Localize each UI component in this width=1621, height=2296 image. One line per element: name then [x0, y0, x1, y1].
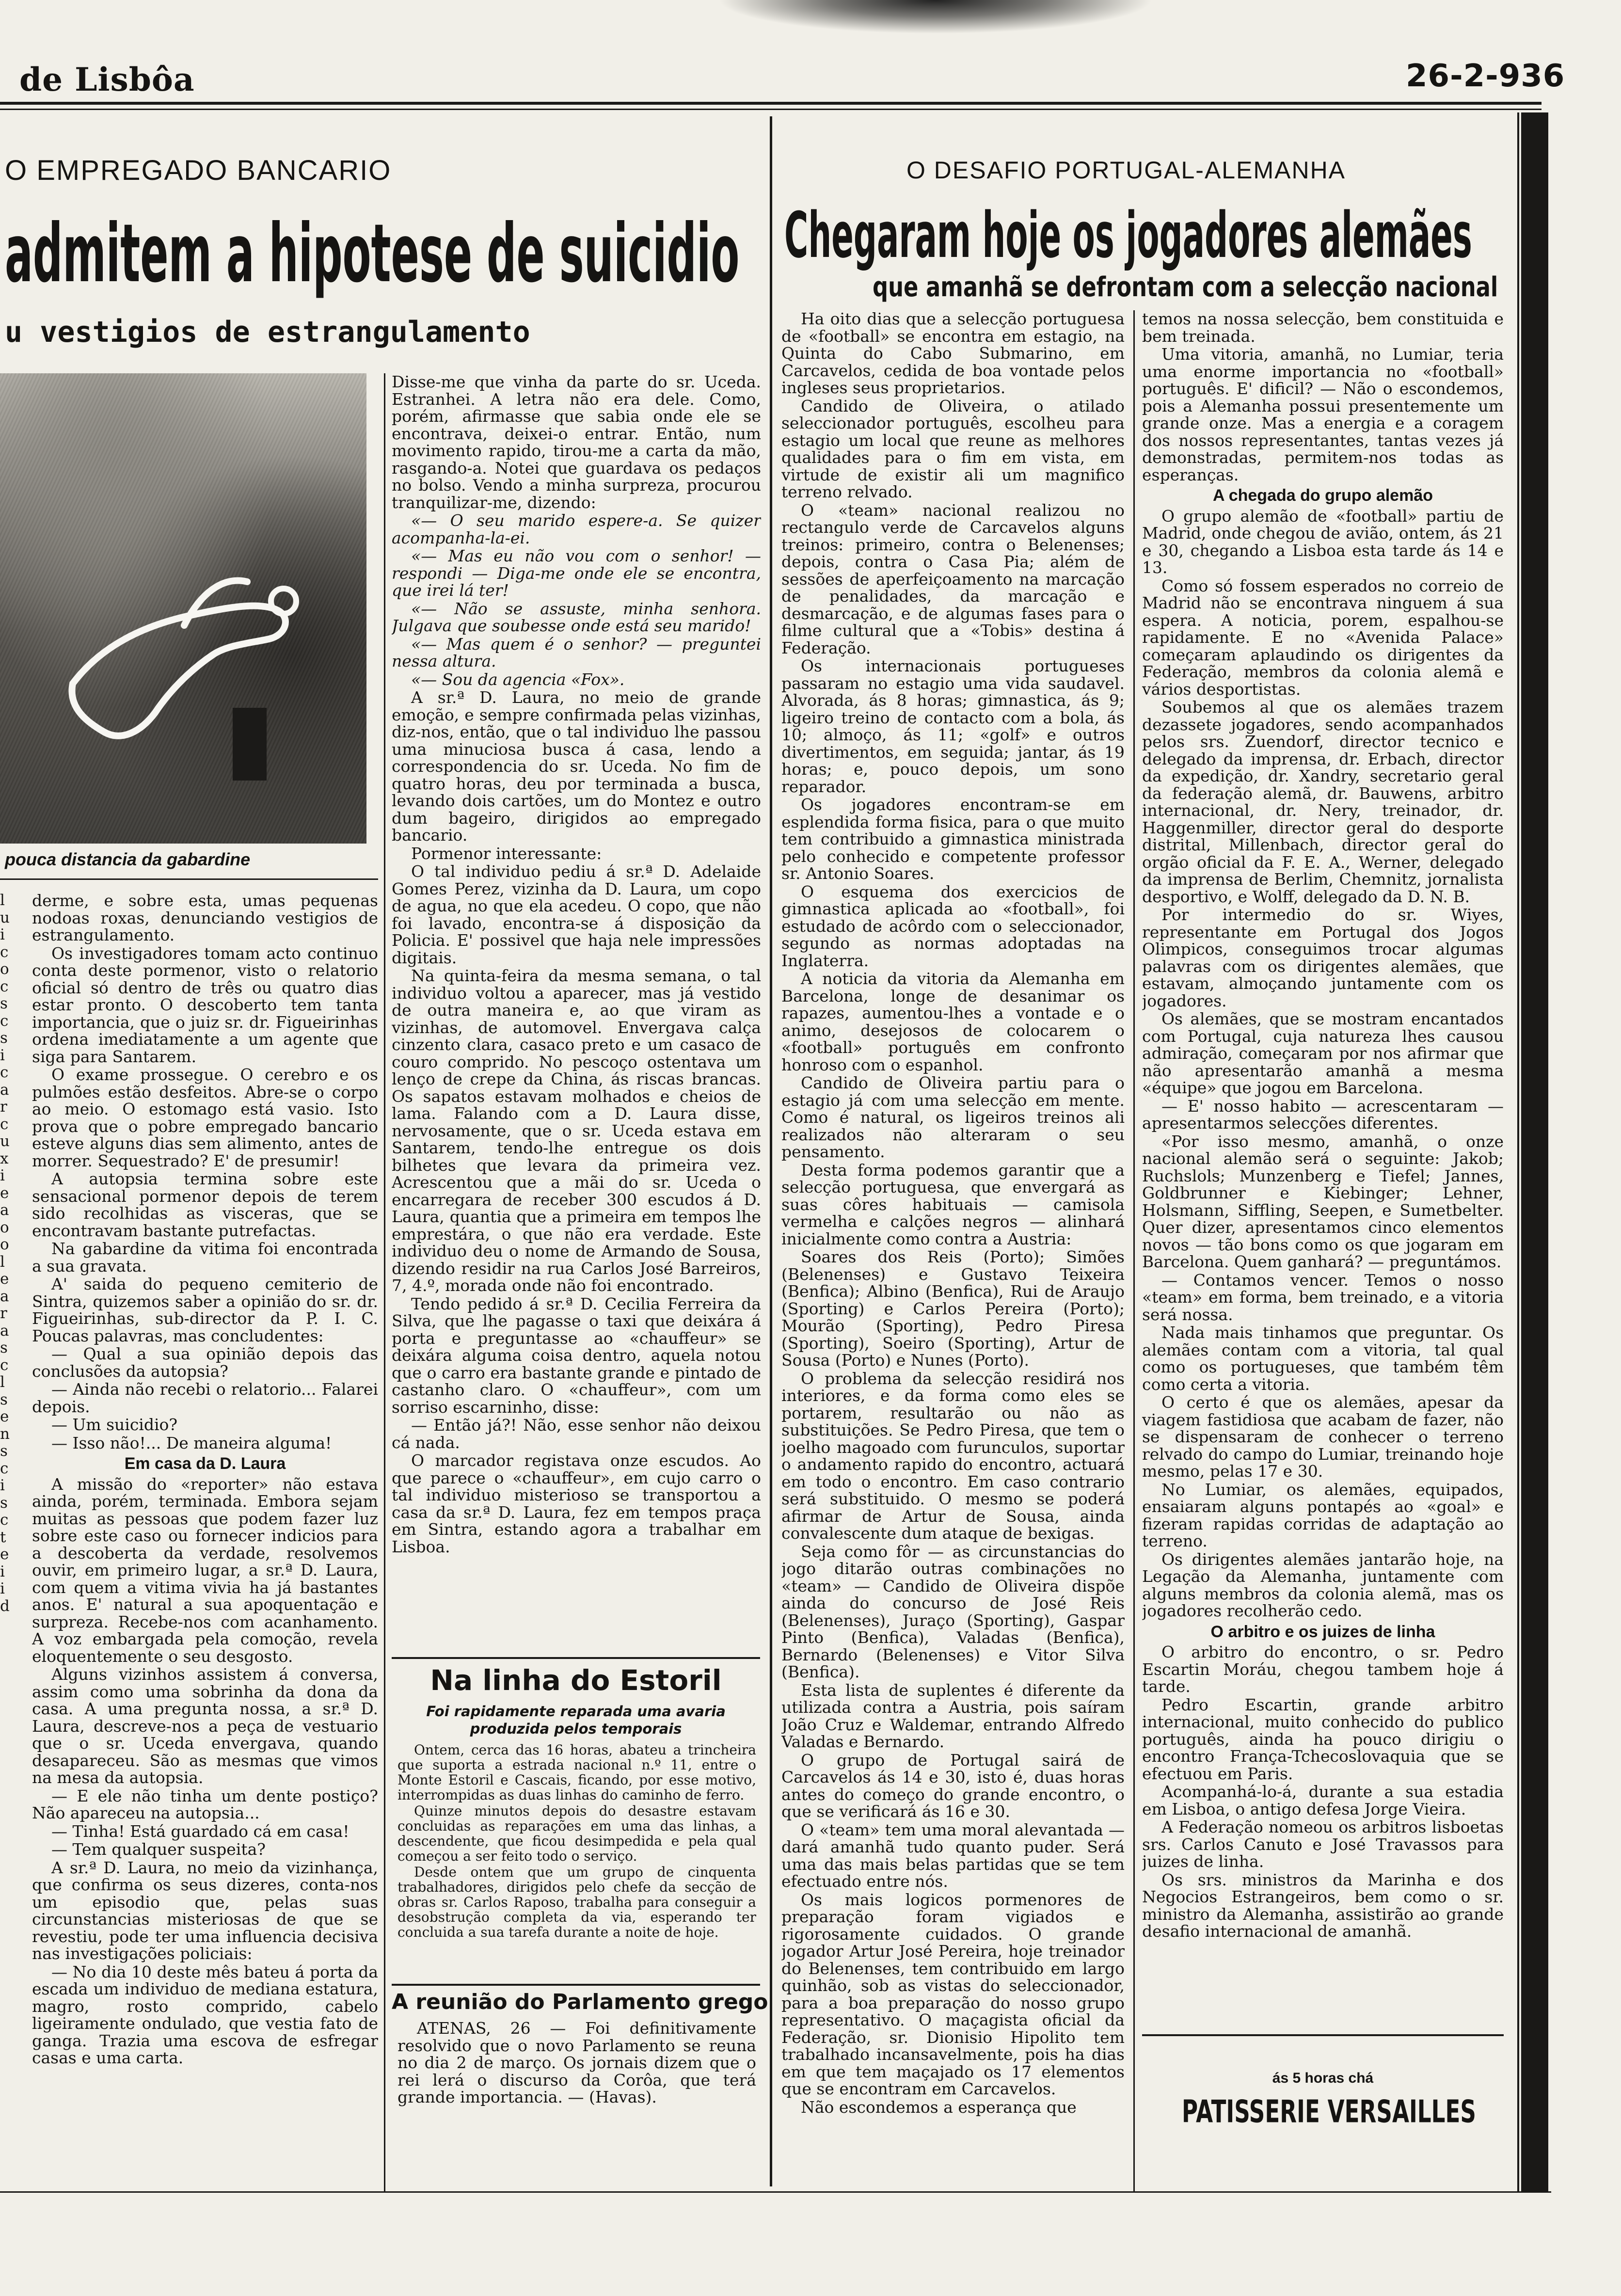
paragraph: Os alemães, que se mostram encantados com Portugal, cuja natureza lhes causou admiração, começaram por nos afirmar que não apresentarão amanhã a mesma «équipe» que jogou em Barcelona.: [1142, 1009, 1504, 1097]
paragraph: — Contamos vencer. Temos o nosso «team» em forma, bem treinado, e a vitoria será nossa.: [1142, 1270, 1504, 1324]
section-subhead: Em casa da D. Laura: [124, 1454, 286, 1473]
column-divider-left: [384, 373, 385, 2191]
right-margin-bar-edge: [1517, 112, 1519, 2192]
gutter-letter: o: [0, 1236, 9, 1253]
left-subhead: u vestigios de estrangulamento: [5, 315, 530, 349]
paragraph: Esta lista de suplentes é diferente da utilizada contra a Austria, pois saíram João Cruz e Waldemar, entrando Alfredo Valadas e Bernardo.: [781, 1680, 1125, 1751]
paragraph: No Lumiar, os alemães, equipados, ensaiaram alguns pontapés ao «goal» e fizeram rapidas corridas de adaptação ao terreno.: [1142, 1480, 1504, 1550]
paragraph: derme, e sobre esta, umas pequenas nodoas roxas, denunciando vestigios de estrangulamento.: [32, 892, 378, 944]
paragraph: O grupo de Portugal sairá de Carcavelos ás 14 e 30, isto é, duas horas antes do começo do grande encontro, o que se verificará ás 16 e 30.: [781, 1750, 1125, 1821]
paragraph: Por intermedio do sr. Wiyes, representante em Portugal dos Jogos Olimpicos, conseguimos trocar algumas palavras com os dirigentes alemães, que estavam, almoçando juntamente com os jogadores.: [1142, 905, 1504, 1010]
paragraph: O marcador registava onze escudos. Ao que parece o «chauffeur», em cujo carro o tal individuo misterioso se transportou a casa da sr.ª D. Laura, fez em tempos praça em Sintra, estando agora a trabalhar em Lisboa.: [392, 1451, 761, 1556]
paragraph: Soubemos al que os alemães trazem dezassete jogadores, sendo acompanhados pelos srs. Zuendorf, director tecnico e delegado da imprensa, dr. Erbach, director da expedição, dr. Xandry, secretario geral da federação alemã, dr. Bauwens, arbitro internacional, dr. Nery, treinador, dr. Haggenmiller, director geral do desporte distrital, Millenbach, director geral do orgão oficial da F. E. A., Werner, delegado da imprensa de Berlim, Chemnitz, jornalista desportivo, e Wolff, delegado da D. N. B.: [1142, 698, 1504, 906]
paragraph: Os jogadores encontram-se em esplendida forma fisica, para o que muito tem contribuido a gimnastica ministrada pelo conhecido e competente professor sr. Antonio Soares.: [781, 795, 1125, 883]
paragraph: O grupo alemão de «football» partiu de Madrid, onde chegou de avião, ontem, ás 21 e 30, chegando a Lisboa esta tarde ás 14 e 13.: [1142, 506, 1504, 577]
gutter-letter: d: [0, 1597, 10, 1615]
gutter-letter: l: [0, 1373, 5, 1391]
paragraph: O problema da selecção residirá nos interiores, e da forma como eles se portarem, resultarão ou não as substituições. Se Pedro Piresa, que tem o joelho magoado com furunculos, suportar o andamento rapido do encontro, actuará em todo o encontro. Em caso contrario será substituido. O mesmo se poderá afirmar de Artur de Sousa, ainda convalescente dum ataque de bexigas.: [781, 1369, 1125, 1543]
dark-object: [233, 708, 267, 781]
paragraph: Os internacionais portugueses passaram no estagio uma vida saudavel. Alvorada, ás 8 horas; gimnastica, ás 9; ligeiro treino de contacto com a bola, ás 10; almoço, ás 11; «golf» e outros divertimentos, em seguida; jantar, ás 19 horas; e, pouco depois, um sono reparador.: [781, 656, 1125, 796]
paragraph: Os investigadores tomam acto continuo conta deste pormenor, visto o relatorio oficial só dentro de três ou quatro dias estar pronto. O descoberto tem tanta importancia, que o juiz sr. dr. Figueirinhas ordena imediatamente a um agente que siga para Santarem.: [32, 943, 378, 1066]
gutter-letter: e: [0, 1546, 9, 1563]
paragraph: Ha oito dias que a selecção portuguesa de «football» se encontra em estagio, na Quinta do Cabo Submarino, em Carcavelos, cedida de boa vontade pelos ingleses seus proprietarios.: [781, 310, 1125, 397]
paragraph: Candido de Oliveira partiu para o estagio já com uma selecção em mente. Como é natural, os ligeiros treinos ali realizados não alteraram o seu pensamento.: [781, 1073, 1125, 1161]
paragraph: — Tem qualquer suspeita?: [51, 1840, 266, 1859]
gutter-letter: a: [0, 1081, 9, 1099]
paragraph: Desta forma podemos garantir que a selecção portuguesa, que envergará as suas côres habituais — camisola vermelha e calções negros — alinhará inicialmente como contra a Austria:: [781, 1160, 1125, 1248]
paragraph: Os srs. ministros da Marinha e dos Negocios Estrangeiros, bem como o sr. ministro da Alemanha, assistirão ao grande desafio internacional de amanhã.: [1142, 1870, 1504, 1941]
gutter-letter: s: [0, 1339, 8, 1356]
paragraph: Tendo pedido á sr.ª D. Cecilia Ferreira da Silva, que lhe pagasse o taxi que deixára á porta e preguntasse ao «chauffeur» se deixára alguma coisa dentro, aquela notou que o carro era bastante grande e pintado de castanho claro. O «chauffeur», com um sorriso escarninho, disse:: [392, 1294, 761, 1417]
chalk-head: [271, 589, 296, 614]
gutter-letter: e: [0, 1270, 9, 1288]
paragraph: Não escondemos a esperança que: [801, 2097, 1077, 2117]
right-article-column-4: [1142, 310, 1504, 2017]
paragraph: — Um suicidio?: [51, 1415, 178, 1434]
gutter-letter: a: [0, 1322, 9, 1339]
paragraph: Nada mais tinhamos que preguntar. Os alemães contam com a vitoria, tal qual como os portugueses, que também têm como certa a vitoria.: [1142, 1323, 1504, 1394]
paragraph: «Por isso mesmo, amanhã, o onze nacional alemão será o seguinte: Jakob; Ruchslols; Munzenberg e Tiefel; Jannes, Goldbrunner e Kiebinger; Lehner, Holsmann, Siffling, Seepen, e Sumetbelter. Quer dizer, apresentamos cinco elementos novos — tão bons como os que jogaram em Barcelona. Quem ganhará? — preguntámos.: [1142, 1132, 1504, 1271]
paragraph: — Isso não!... De maneira alguma!: [51, 1433, 332, 1452]
column-divider-right: [1133, 310, 1135, 2191]
gutter-letter: s: [0, 1494, 8, 1512]
gutter-letter: i: [0, 1046, 5, 1064]
paragraph: — E' nosso habito — acrescentaram — apresentarmos selecções diferentes.: [1142, 1096, 1504, 1132]
column-divider-center: [770, 116, 772, 2186]
gutter-letter: i: [0, 1167, 5, 1184]
masthead-title: de Lisbôa: [19, 61, 195, 98]
gutter-letter: u: [0, 909, 10, 926]
masthead-rule-thin: [0, 109, 1542, 110]
gutter-letter: c: [0, 943, 9, 961]
right-deck: que amanhã se defrontam com a selecção nacional: [873, 271, 1498, 303]
grego-box-top-rule: [392, 1984, 760, 1986]
gutter-letter: s: [0, 995, 8, 1012]
paragraph: O esquema dos exercicios de gimnastica aplicada ao «football», foi estudado de acôrdo com o seleccionador, segundo as normas adoptadas na Inglaterra.: [781, 882, 1125, 970]
gutter-letter: r: [0, 1098, 7, 1116]
paragraph: Pormenor interessante:: [411, 844, 602, 863]
section-subhead: A chegada do grupo alemão: [1212, 486, 1433, 505]
photo-caption: pouca distancia da gabardine: [5, 849, 251, 869]
gutter-letter: o: [0, 960, 9, 978]
section-subhead: O arbitro e os juizes de linha: [1210, 1622, 1435, 1641]
gutter-letter: c: [0, 1511, 9, 1529]
paragraph: A autopsia termina sobre este sensacional pormenor depois de terem sido recolhidas as visceras, que se encontravam bastante putrefactas.: [32, 1169, 378, 1240]
body-outline-drawing: [0, 373, 366, 844]
estoril-headline: Na linha do Estoril: [430, 1664, 722, 1697]
gutter-letter: o: [0, 1218, 9, 1236]
paragraph: temos na nossa selecção, bem constituida e bem treinada.: [1142, 310, 1504, 346]
caption-rule: [0, 878, 378, 880]
advert-line-2: PATISSERIE VERSAILLES: [1182, 2093, 1476, 2130]
paragraph: — Tinha! Está guardado cá em casa!: [51, 1821, 350, 1841]
gutter-letter: c: [0, 1115, 9, 1133]
paragraph: — E ele não tinha um dente postiço? Não apareceu na autopsia...: [32, 1786, 378, 1822]
paragraph: ATENAS, 26 — Foi definitivamente resolvido que o novo Parlamento se reuna no dia 2 de março. Os jornais dizem que o rei lerá o discurso da Corôa, que terá grande importancia. — (Havas).: [397, 2020, 756, 2106]
right-margin-bar: [1521, 112, 1548, 2192]
cut-column-gutter: [0, 892, 15, 2186]
top-ink-blot: [717, 0, 1154, 34]
gutter-letter: c: [0, 977, 9, 995]
gutter-letter: x: [0, 1149, 9, 1167]
gutter-letter: u: [0, 1132, 10, 1150]
advert-top-rule: [1142, 2034, 1504, 2036]
paragraph: Seja como fôr — as circunstancias do jogo ditarão outras combinações no «team» — Candido de Oliveira dispõe ainda do concurso de José Reis (Belenenses), Juraço (Sporting), Gaspar Pinto (Benfica), Valadas (Benfica), Bernardo (Belenenses) e Vitor Silva (Benfica).: [781, 1542, 1125, 1681]
paragraph: Disse-me que vinha da parte do sr. Uceda. Estranhei. A letra não era dele. Como, porém, afirmasse que sabia onde ele se encontrava, deixei-o entrar. Então, num movimento rapido, tirou-me a carta da mão, rasgando-a. Notei que guardava os pedaços no bolso. Vendo a minha surpreza, procurou tranquilizar-me, dizendo:: [392, 373, 761, 512]
gutter-letter: s: [0, 1442, 8, 1460]
paragraph: «— Mas quem é o senhor? — preguntei nessa altura.: [392, 634, 761, 670]
gutter-letter: e: [0, 1408, 9, 1425]
right-kicker: O DESAFIO PORTUGAL-ALEMANHA: [906, 157, 1346, 184]
masthead-rule: [0, 102, 1542, 105]
gutter-letter: r: [0, 1305, 7, 1322]
paragraph: O arbitro do encontro, o sr. Pedro Escartin Moráu, chegou tambem hoje á tarde.: [1142, 1642, 1504, 1696]
left-headline: admitem a hipotese de suicidio: [5, 207, 740, 301]
gutter-letter: i: [0, 1477, 5, 1494]
paragraph: Os dirigentes alemães jantarão hoje, na Legação da Alemanha, juntamente com alguns membros da colonia alemã, mas os jogadores recolherão cedo.: [1142, 1549, 1504, 1620]
paragraph: — Qual a sua opinião depois das conclusões da autopsia?: [32, 1344, 378, 1381]
paragraph: «— Mas eu não vou com o senhor! — respondi — Diga-me onde ele se encontra, que irei lá ter!: [392, 546, 761, 600]
paragraph: A sr.ª D. Laura, no meio de grande emoção, e sempre confirmada pelas vizinhas, diz-nos, então, que o tal individuo lhe passou uma minuciosa busca á casa, lendo a correspondencia do sr. Uceda. No fim de quatro horas, deu por terminada a busca, levando dois cartões, um do Montez e outro dum bageiro, dirigidos ao empregado bancario.: [392, 688, 761, 845]
paragraph: Candido de Oliveira, o atilado seleccionador português, escolheu para estagio um local que reune as melhores qualidades para o fim em vista, em virtude de existir ali um magnifico terreno relvado.: [781, 396, 1125, 501]
gutter-letter: c: [0, 1064, 9, 1081]
paragraph: «— Sou da agencia «Fox».: [411, 670, 625, 689]
paragraph: A' saida do pequeno cemiterio de Sintra, quizemos saber a opinião do sr. dr. Figueirinhas, sub-director da P. I. C. Poucas palavras, mas concludentes:: [32, 1275, 378, 1345]
paragraph: — Ainda não recebi o relatorio... Falarei depois.: [32, 1380, 378, 1416]
paragraph: Como só fossem esperados no correio de Madrid não se encontrava ninguem á sua espera. A noticia, porem, espalhou-se rapidamente. E no «Avenida Palace» começaram aplaudindo os dirigentes da Federação, membros da colonia alemã e vários desportistas.: [1142, 576, 1504, 699]
grego-body: [397, 2020, 756, 2175]
paragraph: Ontem, cerca das 16 horas, abateu a trincheira que suporta a estrada nacional n.º 11, entre o Monte Estoril e Cascais, ficando, por esse motivo, interrompidas as duas linhas do caminho de ferro.: [397, 1742, 756, 1803]
left-article-column-2: [392, 373, 761, 1643]
right-headline: Chegaram hoje os jogadores alemães: [784, 198, 1472, 272]
paragraph: Alguns vizinhos assistem á conversa, assim como uma sobrinha da dona da casa. A uma pregunta nossa, a sr.ª D. Laura, descreve-nos a peça de vestuario que o sr. Uceda envergava, quando desapareceu. São as mesmas que vimos na mesa da autopsia.: [32, 1665, 378, 1787]
gutter-letter: c: [0, 1012, 9, 1030]
paragraph: — Então já?! Não, esse senhor não deixou cá nada.: [392, 1416, 761, 1452]
left-article-column-1: [32, 892, 378, 2191]
gutter-letter: c: [0, 1356, 9, 1374]
paragraph: Soares dos Reis (Porto); Simões (Belenenses) e Gustavo Teixeira (Benfica); Albino (Benfica), Rui de Araujo (Sporting) e Carlos Pereira (Porto); Mourão (Sporting), Pedro Piresa (Sporting), Soeiro (Sporting), Artur de Sousa (Porto) e Nunes (Porto).: [781, 1247, 1125, 1370]
paragraph: O «team» tem uma moral alevantada — dará amanhã tudo quanto puder. Será uma das mais belas partidas que se tem efectuado entre nós.: [781, 1820, 1125, 1891]
gutter-letter: t: [0, 1528, 6, 1546]
paragraph: A noticia da vitoria da Alemanha em Barcelona, longe de desanimar os rapazes, aumentou-lhes a vontade e o animo, desejosos de colocarem o «football» português em confronto honroso com o espanhol.: [781, 969, 1125, 1074]
paragraph: Desde ontem que um grupo de cinquenta trabalhadores, dirigidos pelo chefe da secção de obras sr. Carlos Raposo, trabalha para conseguir a desobstrução completa da via, esperando ter concluida a sua tarefa durante a noite de hoje.: [397, 1864, 756, 1940]
paragraph: Os mais logicos pormenores de preparação foram vigiados e rigorosamente cuidados. O grande jogador Artur José Pereira, hoje treinador do Belenenses, tem contribuido em largo quinhão, sob as vistas do seleccionador, para a boa preparação do nosso grupo representativo. O maçagista oficial da Federação, sr. Dionisio Hipolito tem trabalhado incansavelmente, pois ha dias em que tem maçajado os 17 elementos que se encontram em Carcavelos.: [781, 1890, 1125, 2098]
gutter-letter: a: [0, 1287, 9, 1305]
paragraph: O certo é que os alemães, apesar da viagem fastidiosa que acabam de fazer, não se dispensaram de conhecer o terreno relvado do campo do Lumiar, treinando hoje mesmo, pelas 17 e 30.: [1142, 1393, 1504, 1481]
bottom-rule: [0, 2191, 1551, 2193]
paragraph: A sr.ª D. Laura, no meio da vizinhança, que confirma os seus dizeres, conta-nos um episodio que, pelas suas circunstancias misteriosas de que se revestiu, pode ter uma influencia decisiva nas investigações policiais:: [32, 1858, 378, 1963]
gutter-letter: l: [0, 1253, 5, 1271]
gutter-letter: a: [0, 1201, 9, 1219]
paragraph: «— O seu marido espere-a. Se quizer acompanha-la-ei.: [392, 511, 761, 547]
gutter-letter: n: [0, 1425, 10, 1443]
estoril-box-top-rule: [392, 1657, 760, 1659]
paragraph: A missão do «reporter» não estava ainda, porém, terminada. Embora sejam muitas as pessoas que podem fazer luz sobre este caso ou fornecer indicios para a descoberta da verdade, resolvemos ouvir, em primeiro lugar, a sr.ª D. Laura, com quem a vitima vivia ha já bastantes anos. E' natural a sua apoquentação e surpreza. Recebe-nos com acanhamento. A voz embargada pela comoção, revela eloquentemente o seu desgosto.: [32, 1474, 378, 1666]
paragraph: O «team» nacional realizou no rectangulo verde de Carcavelos alguns treinos: primeiro, contra o Belenenses; depois, contra o Casa Pia; além de sessões de aperfeiçoamento na marcação de penalidades, da marcação e desmarcação, e de algumas fases para o filme cultural que a «Tobis» destina á Federação.: [781, 500, 1125, 657]
gutter-letter: s: [0, 1390, 8, 1408]
gutter-letter: i: [0, 1580, 5, 1597]
advert-line-1: ás 5 horas chá: [1272, 2070, 1374, 2086]
news-photo: [0, 373, 366, 844]
paragraph: — No dia 10 deste mês bateu á porta da escada um individuo de mediana estatura, magro, rosto comprido, cabelo ligeiramente ondulado, que vestia fato de ganga. Trazia uma escova de esfregar casas e uma carta.: [32, 1962, 378, 2067]
gutter-letter: i: [0, 1563, 5, 1580]
paragraph: A Federação nomeou os arbitros lisboetas srs. Carlos Canuto e José Travassos para juizes de linha.: [1142, 1818, 1504, 1871]
paragraph: Uma vitoria, amanhã, no Lumiar, teria uma enorme importancia no «football» português. E' dificil? — Não o escondemos, pois a Alemanha possui presentemente um grande onze. Mas a energia e a coragem dos nossos representantes, tantas vezes já demonstradas, permitem-nos todas as esperanças.: [1142, 345, 1504, 484]
estoril-deck: Foi rapidamente reparada uma avaria produzida pelos temporais: [426, 1703, 726, 1737]
paragraph: Acompanhá-lo-á, durante a sua estadia em Lisboa, o antigo defesa Jorge Vieira.: [1142, 1782, 1504, 1818]
gutter-letter: i: [0, 926, 5, 943]
gutter-letter: c: [0, 1459, 9, 1477]
gutter-letter: s: [0, 1029, 8, 1047]
paragraph: «— Não se assuste, minha senhora. Julgava que soubesse onde está seu marido!: [392, 599, 761, 635]
gutter-letter: e: [0, 1184, 9, 1202]
paragraph: O exame prossegue. O cerebro e os pulmões estão desfeitos. Abre-se o corpo ao meio. O estomago está vasio. Isto prova que o pobre empregado bancario esteve alguns dias sem alimento, antes de morrer. Sequestrado? E' de presumir!: [32, 1065, 378, 1170]
paragraph: Quinze minutos depois do desastre estavam concluidas as reparações em uma das linhas, a descendente, que ficou desimpedida e pela qual começou a ser feito todo o serviço.: [397, 1803, 756, 1864]
grego-headline: A reunião do Parlamento grego: [392, 1990, 768, 2014]
paragraph: Na quinta-feira da mesma semana, o tal individuo voltou a aparecer, mas já vestido de outra maneira e, ao que viram as vizinhas, de automovel. Envergava calça cinzento clara, casaco preto e um casaco de couro comprido. No pescoço ostentava um lenço de crepe da China, ás riscas brancas. Os sapatos estavam molhados e cheios de lama. Falando com a D. Laura disse, nervosamente, que o sr. Uceda estava em Santarem, tendo-lhe entregue os dois bilhetes que levara da primeira vez. Acrescentou que a mãi do sr. Uceda o encarregara de receber 300 escudos á D. Laura, quantia que a primeira em tempos lhe emprestára, o que não era verdade. Este individuo deu o nome de Armando de Sousa, dizendo residir na rua Carlos José Barreiros, 7, 4.º, morada onde não foi encontrado.: [392, 966, 761, 1295]
paragraph: O tal individuo pediu á sr.ª D. Adelaide Gomes Perez, vizinha da D. Laura, um copo de agua, no que ela acedeu. O copo, que não foi lavado, encontra-se á disposição da Policia. E' possivel que haja nele impressões digitais.: [392, 862, 761, 967]
paragraph: Na gabardine da vitima foi encontrada a sua gravata.: [32, 1239, 378, 1276]
gutter-letter: l: [0, 892, 5, 909]
paragraph: Pedro Escartin, grande arbitro internacional, muito conhecido do publico português, ainda ha pouco dirigiu o encontro França-Tchecoslovaquia que se efectuou em Paris.: [1142, 1695, 1504, 1783]
right-article-column-3: [781, 310, 1125, 2191]
left-kicker: O EMPREGADO BANCARIO: [5, 155, 392, 186]
masthead-date: 26-2-936: [1406, 58, 1565, 94]
estoril-body: [397, 1742, 756, 1975]
